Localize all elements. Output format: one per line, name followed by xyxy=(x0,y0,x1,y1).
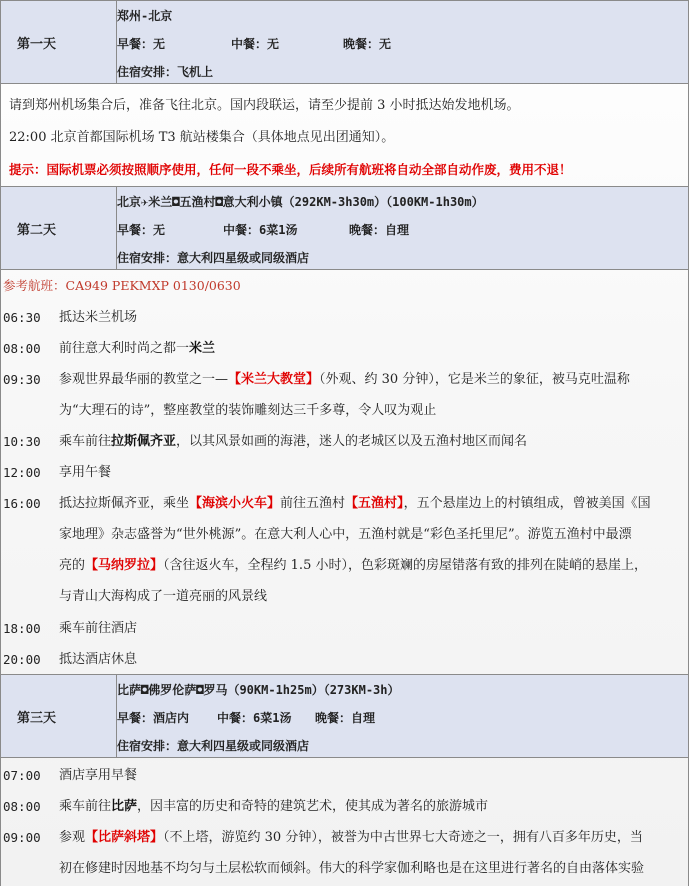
attraction-highlight: 【比萨斜塔】 xyxy=(85,830,164,845)
schedule-text xyxy=(59,333,684,364)
text-part: 前往五渔村 xyxy=(280,496,346,511)
day3-schedule-3 xyxy=(1,822,688,884)
schedule-time: 16:00 xyxy=(3,496,41,511)
day2-schedule-6 xyxy=(1,488,688,612)
schedule-text: 抵达米兰机场 xyxy=(59,310,138,325)
schedule-text-line-4: 与青山大海构成了一道亮丽的风景线 xyxy=(59,589,268,604)
schedule-text xyxy=(59,488,684,519)
schedule-time: 07:00 xyxy=(3,768,41,783)
schedule-time: 12:00 xyxy=(3,465,41,480)
day2-dinner: 晚餐：自理 xyxy=(349,222,410,237)
day1-breakfast: 早餐：无 xyxy=(117,36,166,51)
day3-meals xyxy=(117,703,688,731)
attraction-highlight: 【马纳罗拉】 xyxy=(85,558,164,573)
text-part: ，因丰富的历史和奇特的建筑艺术，使其成为著名的旅游城市 xyxy=(137,799,489,814)
day1-paragraph-1: 请到郑州机场集合后，准备飞往北京。国内段联运，请至少提前 3 小时抵达始发地机场。 xyxy=(9,98,520,113)
place-name: 拉斯佩齐亚 xyxy=(111,434,177,449)
day3-schedule-1 xyxy=(1,760,688,791)
schedule-text-line-3 xyxy=(59,550,684,581)
schedule-time: 20:00 xyxy=(3,652,41,667)
schedule-text-line-2: 初在修建时因地基不均匀与土层松软而倾斜。伟大的科学家伽利略也是在这里进行著名的自由落体实验 xyxy=(59,861,645,876)
schedule-text: 享用午餐 xyxy=(59,465,112,480)
day2-breakfast: 早餐：无 xyxy=(117,222,166,237)
schedule-time: 10:30 xyxy=(3,434,41,449)
day1-lunch: 中餐：无 xyxy=(231,36,280,51)
text-part: 亮的 xyxy=(59,558,86,573)
day2-meals xyxy=(117,215,688,243)
day3-label: 第三天 xyxy=(1,675,117,757)
text-part: （外观、约 30 分钟），它是米兰的象征，被马克吐温称 xyxy=(319,372,630,387)
day2-schedule-4 xyxy=(1,426,688,457)
text-part: （不上塔，游览约 30 分钟），被誉为中古世界七大奇迹之一，拥有八百多年历史，当 xyxy=(163,830,643,845)
day2-schedule-2 xyxy=(1,333,688,364)
day3-info xyxy=(117,675,688,757)
text-part: 乘车前往 xyxy=(59,799,112,814)
day3-schedule-2 xyxy=(1,791,688,822)
day2-schedule-5 xyxy=(1,457,688,488)
schedule-text-line-2: 为“大理石的诗”，整座教堂的装饰雕刻达三千多尊，令人叹为观止 xyxy=(59,403,437,418)
text-part: （含往返火车，全程约 1.5 小时），色彩斑斓的房屋错落有致的排列在陡峭的悬崖上， xyxy=(163,558,647,573)
schedule-time: 09:00 xyxy=(3,830,41,845)
day1-info xyxy=(117,1,688,83)
day3-body xyxy=(0,758,689,886)
text-part: 抵达拉斯佩齐亚，乘坐 xyxy=(59,496,190,511)
day1-header xyxy=(0,0,689,84)
text-part: ，五个悬崖边上的村镇组成，曾被美国《国 xyxy=(403,496,651,511)
schedule-time: 08:00 xyxy=(3,799,41,814)
text-part: 参观 xyxy=(59,830,86,845)
day2-info xyxy=(117,187,688,269)
day2-route: 北京✈米兰◘五渔村◘意大利小镇（292KM-3h30m）（100KM-1h30m） xyxy=(117,194,484,209)
schedule-time: 08:00 xyxy=(3,341,41,356)
day1-paragraph-2: 22:00 北京首都国际机场 T3 航站楼集合（具体地点见出团通知）。 xyxy=(9,130,395,145)
day3-lunch: 中餐：6菜1汤 xyxy=(217,710,292,725)
schedule-text: 乘车前往酒店 xyxy=(59,621,138,636)
schedule-text xyxy=(59,791,684,822)
day2-lunch: 中餐：6菜1汤 xyxy=(223,222,298,237)
text-part: ，以其风景如画的海港，迷人的老城区以及五渔村地区而闻名 xyxy=(176,434,528,449)
day2-flight-ref: 参考航班：CA949 PEKMXP 0130/0630 xyxy=(3,278,241,293)
day2-header xyxy=(0,186,689,270)
day2-label: 第二天 xyxy=(1,187,117,269)
day3-lodging: 住宿安排：意大利四星级或同级酒店 xyxy=(117,738,310,753)
day3-dinner: 晚餐：自理 xyxy=(315,710,376,725)
schedule-text: 酒店享用早餐 xyxy=(59,768,138,783)
day2-body xyxy=(0,270,689,674)
day1-lodging: 住宿安排：飞机上 xyxy=(117,64,214,79)
day3-breakfast: 早餐：酒店内 xyxy=(117,710,190,725)
day2-schedule-8 xyxy=(1,644,688,675)
text-part: 参观世界最华丽的教堂之一— xyxy=(59,372,229,387)
day1-label: 第一天 xyxy=(1,1,117,83)
schedule-time: 06:30 xyxy=(3,310,41,325)
day1-route: 郑州-北京 xyxy=(117,8,173,23)
day2-lodging: 住宿安排：意大利四星级或同级酒店 xyxy=(117,250,310,265)
schedule-text: 抵达酒店休息 xyxy=(59,652,138,667)
text-part: 乘车前往 xyxy=(59,434,112,449)
day1-meals xyxy=(117,29,688,57)
day3-header xyxy=(0,674,689,758)
attraction-highlight: 【米兰大教堂】 xyxy=(228,372,320,387)
place-name: 比萨 xyxy=(111,799,138,814)
day2-schedule-1 xyxy=(1,302,688,333)
schedule-time: 18:00 xyxy=(3,621,41,636)
schedule-text xyxy=(59,426,684,457)
schedule-time: 09:30 xyxy=(3,372,41,387)
day2-schedule-3 xyxy=(1,364,688,426)
schedule-text xyxy=(59,364,684,395)
day3-route: 比萨◘佛罗伦萨◘罗马（90KM-1h25m）（273KM-3h） xyxy=(117,682,400,697)
schedule-text-line-2: 家地理》杂志盛誉为“世外桃源”。在意大利人心中，五渔村就是“彩色圣托里尼”。游览五渔村中最漂 xyxy=(59,527,632,542)
place-name: 米兰 xyxy=(189,341,216,356)
attraction-highlight: 【海滨小火车】 xyxy=(189,496,281,511)
day1-warning: 提示：国际机票必须按照顺序使用，任何一段不乘坐，后续所有航班将自动全部自动作废，费用不退！ xyxy=(9,162,572,177)
schedule-text xyxy=(59,822,684,853)
day2-schedule-7 xyxy=(1,613,688,644)
day1-body xyxy=(0,84,689,186)
text-part: 前往意大利时尚之都一 xyxy=(59,341,190,356)
day1-dinner: 晚餐：无 xyxy=(343,36,392,51)
attraction-highlight: 【五渔村】 xyxy=(345,496,404,511)
